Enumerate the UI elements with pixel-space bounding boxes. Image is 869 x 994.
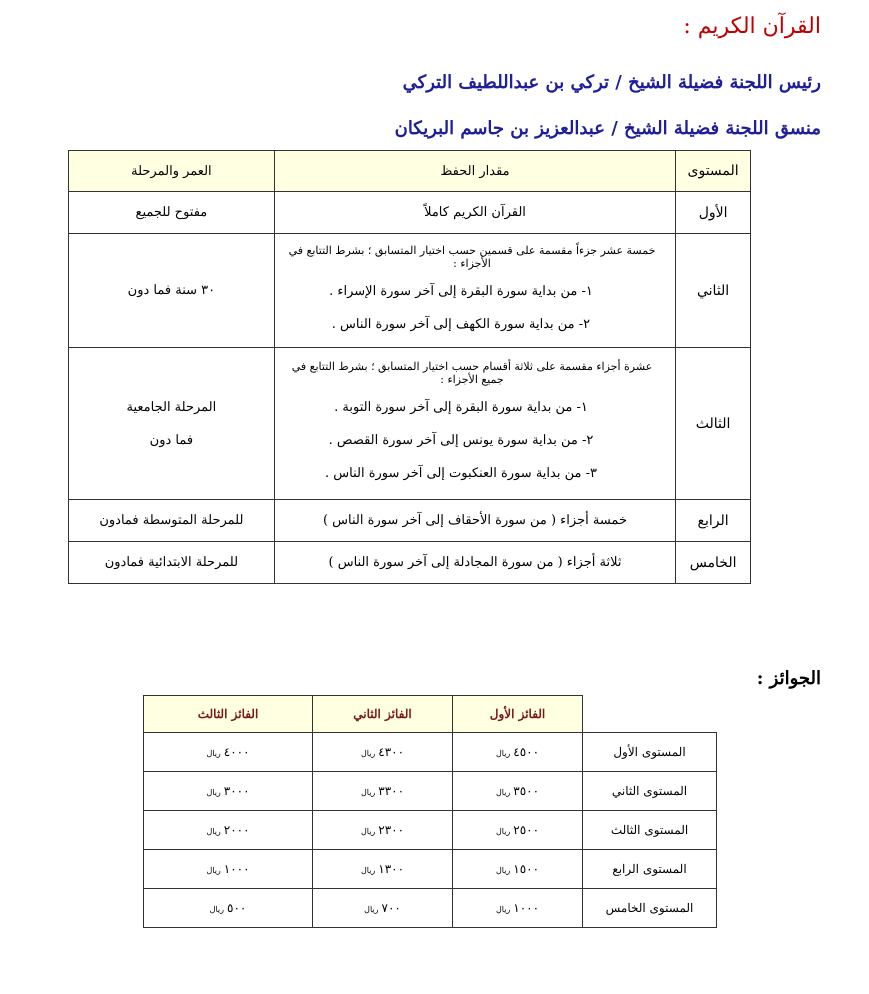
prize-amount: ٣٠٠٠ <box>223 784 250 798</box>
prize-level-cell: المستوى الثاني <box>583 772 717 811</box>
prize-amount: ٢٠٠٠ <box>223 823 250 837</box>
currency-label: ريال <box>206 788 221 797</box>
level-cell: الخامس <box>676 542 751 584</box>
header-level: المستوى <box>676 151 751 192</box>
level-cell: الرابع <box>676 500 751 542</box>
prize-amount: ٥٠٠ <box>227 901 247 915</box>
committee-head: رئيس اللجنة فضيلة الشيخ / تركي بن عبداللطيف التركي <box>402 72 821 93</box>
table-row <box>69 192 751 234</box>
header-first-winner: الفائز الأول <box>453 696 583 733</box>
currency-label: ريال <box>206 866 221 875</box>
currency-label: ريال <box>495 866 511 875</box>
table-row <box>69 234 751 348</box>
prize-row <box>144 811 717 850</box>
currency-label: ريال <box>495 827 511 836</box>
prizes-heading: الجوائز : <box>756 668 821 689</box>
prize-amount: ١٠٠٠ <box>223 862 250 876</box>
prize-amount-cell <box>144 811 313 850</box>
amount-cell: خمسة أجزاء ( من سورة الأحقاف إلى آخر سورة الناس ) <box>274 500 675 542</box>
age-cell: مفتوح للجميع <box>69 192 275 234</box>
prizes-table <box>143 695 717 928</box>
amount-item: ١- من بداية سورة البقرة إلى آخر سورة التوبة . <box>334 400 588 415</box>
currency-label: ريال <box>495 905 511 914</box>
prize-amount-cell <box>144 772 313 811</box>
prizes-header-row <box>144 696 717 733</box>
prize-row <box>144 889 717 928</box>
header-third-winner: الفائز الثالث <box>144 696 313 733</box>
currency-label: ريال <box>495 749 511 758</box>
prize-amount: ١٠٠٠ <box>513 901 540 915</box>
level-cell: الأول <box>676 192 751 234</box>
amount-intro: خمسة عشر جزءاً مقسمة على قسمين حسب اختيار المتسابق ؛ بشرط التتابع في الأجزاء : <box>288 243 656 270</box>
age-cell: ٣٠ سنة فما دون <box>69 234 275 348</box>
currency-label: ريال <box>360 749 376 758</box>
prize-level-cell: المستوى الرابع <box>583 850 717 889</box>
amount-cell: ثلاثة أجزاء ( من سورة المجادلة إلى آخر سورة الناس ) <box>274 542 675 584</box>
prize-amount-cell <box>313 850 453 889</box>
amount-item: ٢- من بداية سورة يونس إلى آخر سورة القصص . <box>328 433 594 448</box>
prize-row <box>144 772 717 811</box>
level-cell: الثالث <box>676 348 751 500</box>
amount-cell: القرآن الكريم كاملاً <box>274 192 675 234</box>
prize-row <box>144 850 717 889</box>
prize-level-cell: المستوى الخامس <box>583 889 717 928</box>
prize-row <box>144 733 717 772</box>
prize-amount-cell <box>144 889 313 928</box>
amount-item: ٣- من بداية سورة العنكبوت إلى آخر سورة الناس . <box>324 466 597 481</box>
currency-label: ريال <box>360 866 376 875</box>
prize-amount: ٤٥٠٠ <box>513 745 540 759</box>
header-second-winner: الفائز الثاني <box>313 696 453 733</box>
prize-amount: ٤٣٠٠ <box>378 745 405 759</box>
amount-intro: عشرة أجزاء مقسمة على ثلاثة أقسام حسب اختيار المتسابق ؛ بشرط التتابع في جميع الأجزاء : <box>291 360 653 386</box>
prize-level-cell: المستوى الأول <box>583 733 717 772</box>
prize-amount-cell <box>453 811 583 850</box>
currency-label: ريال <box>206 827 221 836</box>
memorization-levels-table <box>68 150 751 584</box>
level-cell: الثاني <box>676 234 751 348</box>
currency-label: ريال <box>364 905 379 914</box>
prize-amount-cell <box>144 850 313 889</box>
prize-level-cell: المستوى الثالث <box>583 811 717 850</box>
table-row <box>69 500 751 542</box>
header-age: العمر والمرحلة <box>69 151 275 192</box>
prize-amount: ٢٣٠٠ <box>378 823 405 837</box>
blank-corner <box>583 696 717 733</box>
table-row <box>69 542 751 584</box>
prize-amount-cell <box>313 733 453 772</box>
prize-amount-cell <box>453 733 583 772</box>
amount-cell <box>274 348 675 500</box>
currency-label: ريال <box>360 788 376 797</box>
table-row <box>69 348 751 500</box>
header-amount: مقدار الحفظ <box>274 151 675 192</box>
currency-label: ريال <box>495 788 511 797</box>
prize-amount: ٧٠٠ <box>381 901 401 915</box>
age-line: المرحلة الجامعية <box>126 399 217 415</box>
committee-coordinator: منسق اللجنة فضيلة الشيخ / عبدالعزيز بن جاسم البريكان <box>394 118 821 139</box>
age-cell: للمرحلة المتوسطة فمادون <box>69 500 275 542</box>
prize-amount: ٤٠٠٠ <box>223 745 250 759</box>
age-cell: للمرحلة الابتدائية فمادون <box>69 542 275 584</box>
age-cell <box>69 348 275 500</box>
currency-label: ريال <box>206 749 221 758</box>
table-header-row <box>69 151 751 192</box>
prize-amount-cell <box>313 889 453 928</box>
amount-item: ١- من بداية سورة البقرة إلى آخر سورة الإسراء . <box>329 283 593 299</box>
page-title: القرآن الكريم : <box>683 14 821 39</box>
prize-amount: ٣٥٠٠ <box>513 784 540 798</box>
currency-label: ريال <box>360 827 376 836</box>
prize-amount-cell <box>313 772 453 811</box>
prize-amount-cell <box>453 850 583 889</box>
prize-amount-cell <box>313 811 453 850</box>
prize-amount-cell <box>453 772 583 811</box>
prize-amount: ١٣٠٠ <box>378 862 405 876</box>
currency-label: ريال <box>209 905 224 914</box>
prize-amount: ٣٣٠٠ <box>378 784 405 798</box>
prize-amount-cell <box>453 889 583 928</box>
age-line: فما دون <box>149 432 194 448</box>
prize-amount-cell <box>144 733 313 772</box>
prize-amount: ٢٥٠٠ <box>513 823 540 837</box>
amount-cell <box>274 234 675 348</box>
amount-item: ٢- من بداية سورة الكهف إلى آخر سورة الناس . <box>331 316 591 332</box>
prize-amount: ١٥٠٠ <box>513 862 540 876</box>
